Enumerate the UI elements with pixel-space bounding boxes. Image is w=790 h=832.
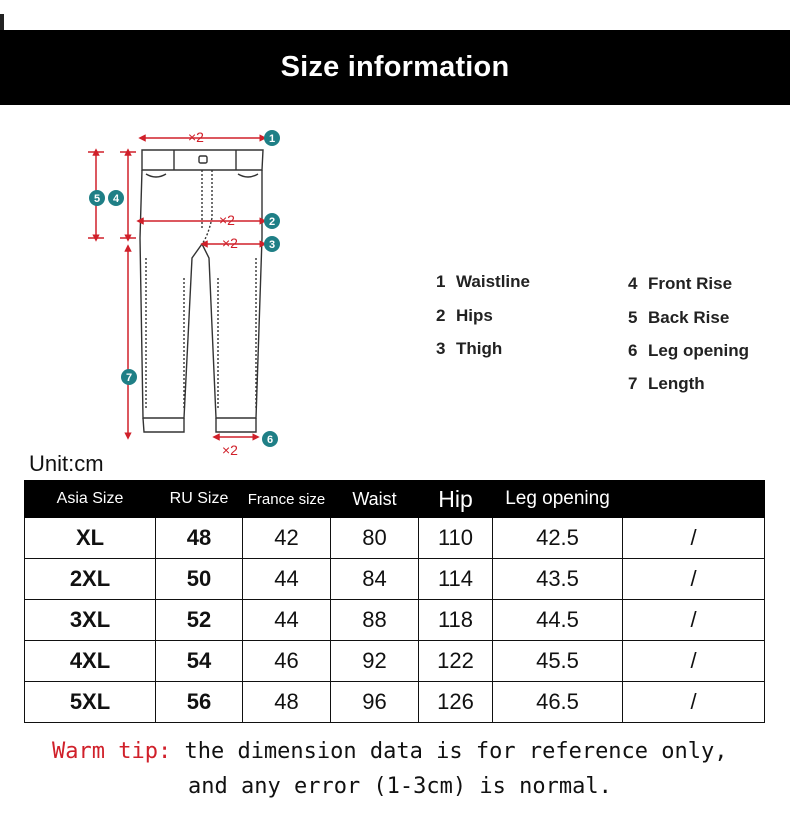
table-cell: 48 <box>156 518 243 559</box>
callout-6 <box>262 431 278 447</box>
table-cell: 5XL <box>25 682 156 723</box>
leg-multiplier: ×2 <box>222 442 238 458</box>
table-cell: 114 <box>419 559 493 600</box>
measurement-lines <box>88 138 263 437</box>
table-cell: 42.5 <box>493 518 623 559</box>
table-cell: 126 <box>419 682 493 723</box>
table-row <box>25 641 765 682</box>
legend-item: 3 Thigh <box>436 339 503 358</box>
table-cell: 46 <box>243 641 331 682</box>
warm-tip <box>52 734 772 804</box>
table-row <box>25 682 765 723</box>
table-cell: 118 <box>419 600 493 641</box>
thigh-multiplier: ×2 <box>222 235 238 251</box>
table-cell: 48 <box>243 682 331 723</box>
table-cell: 52 <box>156 600 243 641</box>
callout-5 <box>89 190 105 206</box>
table-cell: 44.5 <box>493 600 623 641</box>
callout-2 <box>264 213 280 229</box>
callout-7 <box>121 369 137 385</box>
svg-text:1: 1 <box>268 133 276 145</box>
column-header: France size <box>243 481 331 518</box>
table-row <box>25 559 765 600</box>
waist-multiplier: ×2 <box>188 129 204 145</box>
table-cell: 4XL <box>25 641 156 682</box>
column-header: Asia Size <box>25 481 156 518</box>
table-cell: / <box>623 559 765 600</box>
table-cell: 88 <box>331 600 419 641</box>
legend-item: 2 Hips <box>436 306 493 325</box>
table-cell: / <box>623 600 765 641</box>
pants-diagram <box>76 118 306 463</box>
svg-text:5: 5 <box>93 193 101 205</box>
legend-item: 5 Back Rise <box>628 308 730 327</box>
table-cell: 54 <box>156 641 243 682</box>
legend-item: 7 Length <box>628 374 705 393</box>
table-cell: 92 <box>331 641 419 682</box>
tip-label: Warm tip: <box>52 739 172 764</box>
table-cell: 46.5 <box>493 682 623 723</box>
tip-text-1: the dimension data is for reference only, <box>171 739 728 764</box>
callout-3 <box>264 236 280 252</box>
legend-item: 6 Leg opening <box>628 341 750 360</box>
table-cell: 2XL <box>25 559 156 600</box>
table-cell: 42 <box>243 518 331 559</box>
svg-text:7: 7 <box>125 372 133 384</box>
table-cell: / <box>623 518 765 559</box>
table-cell: / <box>623 682 765 723</box>
pants-outline <box>140 150 263 432</box>
svg-text:2: 2 <box>268 216 276 228</box>
column-header: Waist <box>331 481 419 518</box>
svg-text:6: 6 <box>266 434 274 446</box>
table-cell: 56 <box>156 682 243 723</box>
callout-1 <box>264 130 280 146</box>
column-header: Leg opening <box>493 481 623 518</box>
legend-item: 4 Front Rise <box>628 274 733 293</box>
table-cell: 96 <box>331 682 419 723</box>
measurement-legend <box>430 268 770 408</box>
corner-mark <box>0 14 4 30</box>
unit-label: Unit:cm <box>29 451 104 476</box>
table-cell: 80 <box>331 518 419 559</box>
table-row <box>25 600 765 641</box>
table-cell: 44 <box>243 600 331 641</box>
pants-illustration <box>76 118 306 463</box>
header-banner <box>0 30 790 105</box>
callout-4 <box>108 190 124 206</box>
column-header: Hip <box>419 481 493 518</box>
svg-text:3: 3 <box>268 239 276 251</box>
table-cell: XL <box>25 518 156 559</box>
table-cell: 44 <box>243 559 331 600</box>
column-header <box>623 481 765 518</box>
table-cell: 50 <box>156 559 243 600</box>
table-header-row <box>25 481 765 518</box>
tip-line-1 <box>52 734 772 769</box>
table-cell: 45.5 <box>493 641 623 682</box>
size-table <box>24 480 765 723</box>
column-header: RU Size <box>156 481 243 518</box>
table-cell: 3XL <box>25 600 156 641</box>
svg-text:4: 4 <box>112 193 120 205</box>
table-cell: 110 <box>419 518 493 559</box>
page-title: Size information <box>280 51 510 83</box>
table-row <box>25 518 765 559</box>
table-cell: 43.5 <box>493 559 623 600</box>
legend-item: 1 Waistline <box>436 272 530 291</box>
hips-multiplier: ×2 <box>219 212 235 228</box>
table-cell: 84 <box>331 559 419 600</box>
table-cell: / <box>623 641 765 682</box>
tip-text-2: and any error (1-3cm) is normal. <box>188 774 612 799</box>
table-cell: 122 <box>419 641 493 682</box>
